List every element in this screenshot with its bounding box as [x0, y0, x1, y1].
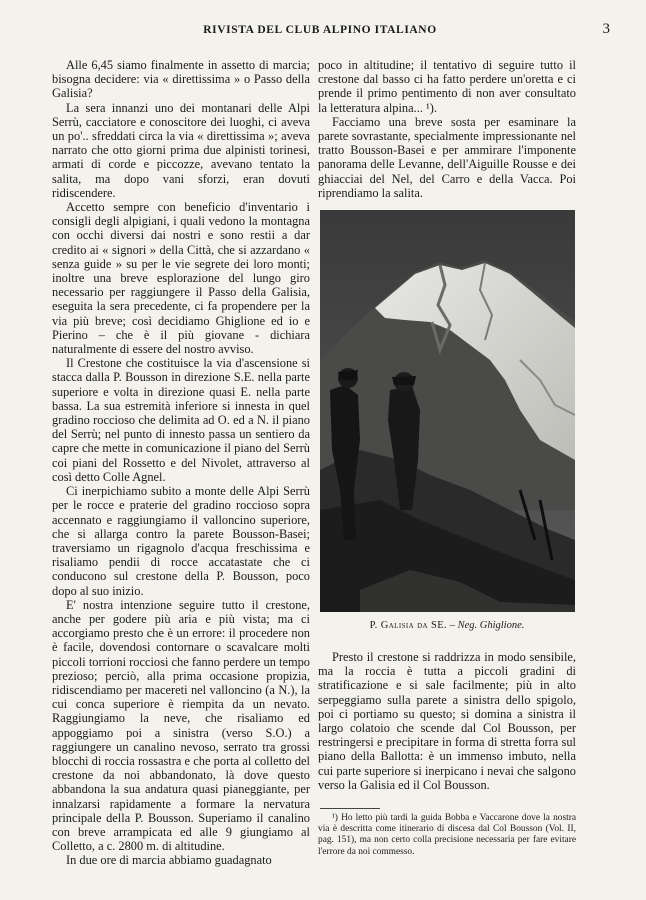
- footnote-rule: [320, 808, 380, 809]
- paragraph: In due ore di marcia abbiamo guadagnato: [66, 853, 272, 868]
- right-column-bottom: [318, 650, 576, 792]
- page-number: 3: [602, 21, 610, 37]
- paragraph: Accetto sempre con beneficio d'inventario i consigli degli alpigiani, i quali vedono la montagna con occhi diversi dai nostri e sono restii a dar credito ai « signori » della Città, che si azzardano « senza guide » su per le vie segrete dei loro monti; inoltre una breve esplorazione del lungo giro necessario per raggiungere il Passo della Galisia, eseguita la sera precedente, ci fa propendere per la via più breve; così decidiamo Ghiglione ed io e Pierino – che è il più giovane - dichiara naturalmente di essere del nostro avviso.: [52, 200, 310, 357]
- right-column-top: [318, 58, 576, 200]
- left-column: [52, 58, 310, 868]
- paragraph: Facciamo una breve sosta per esaminare la parete sovrastante, specialmente impressionante nel tratto Bousson-Basei e per ammirare l'imponente panorama delle Levanne, dell'Aiguille Rousse e dei ghiacciai del Nel, del Carro e della Vacca. Poi riprendiamo la salita.: [318, 114, 576, 200]
- photo-caption: [318, 620, 576, 631]
- paragraph: Alle 6,45 siamo finalmente in assetto di marcia; bisogna decidere: via « direttissima » o Passo della Galisia?: [52, 58, 310, 101]
- paragraph: Ci inerpichiamo subito a monte delle Alpi Serrù per le rocce e praterie del gradino roccioso sopra accennato e raggiungiamo il valloncino superiore, che si allarga contro la parete Bousson-Basei; traversiamo un rigagnolo d'acqua freschissima e risaliamo pendii di rocce accatastate che ci conducono sul crestone della P. Bousson, poco dopo al suo inizio.: [52, 484, 310, 598]
- caption-separator: –: [447, 620, 458, 631]
- paragraph: E' nostra intenzione seguire tutto il crestone, anche per godere più aria e più vista; ma ci accorgiamo presto che è un errore: il procedere non è facile, dovendosi contornare o scavalcare molti piccoli torrioni rocciosi che fanno perdere un tempo prezioso; perciò, alla prima occasione propizia, ridiscendiamo per macereti nel valloncino (a N.), la cui conca superiore è riempita da un nevato. Raggiungiamo la neve, che risaliamo ed appoggiamo poi a sinistra (verso S.O.) a raggiungere un canalino nevoso, serrato tra grossi blocchi di roccia rossastra e che porta al colletto del crestone da noi abbandonato, là dove questo abbandona la sua andatura quasi pianeggiante, per innalzarsi rapidamente a formare la nervatura principale della P. Bousson. Superiamo il canalino con breve arrampicata ed alle 9 giungiamo al Colletto, a c. 2800 m. di altitudine.: [52, 597, 310, 854]
- mountain-photograph: [320, 210, 575, 612]
- caption-place: P. Galisia da SE.: [369, 620, 448, 631]
- paragraph: La sera innanzi uno dei montanari delle Alpi Serrù, cacciatore e conoscitore dei luoghi, ci aveva un po'.. sfreddati circa la via « direttissima »; aveva narrato che otto giorni prima due alpinisti torinesi, armati di corde e piccozze, avevano tentato la salita, ma dopo vani sforzi, eran dovuti ridiscendere.: [52, 100, 310, 200]
- running-header: [40, 21, 610, 46]
- footnote: [318, 813, 576, 858]
- footnote-text: ¹) Ho letto più tardi la guida Bobba e Vaccarone dove la nostra via è descritta come itinerario di discesa dal Col Bousson (Vol. II, pag. 151), ma non certo colla precisione necessaria per fare evitare l'errore da noi commesso.: [318, 813, 576, 857]
- running-title: RIVISTA DEL CLUB ALPINO ITALIANO: [203, 24, 437, 36]
- paragraph: poco in altitudine; il tentativo di seguire tutto il crestone dal basso ci ha fatto perdere un'oretta e ci prende il primo pentimento di non aver consultato la letteratura alpina... ¹).: [318, 58, 576, 115]
- paragraph: Il Crestone che costituisce la via d'ascensione si stacca dalla P. Bousson in direzione S.E. nella parte superiore e volta in direzione quasi E. nella parte bassa. La sua estremità inferiore si innesta in quel gradino roccioso che delimita ad O. ed a N. il piano del Serrù; nel punto di innesto passa un sentiero da capre che mette in comunicazione il piano del Serrù coi piani del Rossetto e del Nivolet, attraverso al così detto Colle Agnel.: [52, 356, 310, 484]
- caption-credit: Neg. Ghiglione.: [457, 620, 525, 631]
- paragraph: Presto il crestone si raddrizza in modo sensibile, ma la roccia è tutta a piccoli gradini di stratificazione e si sale facilmente; più in alto serpeggiamo sulla parete a sinistra dello spigolo, poi ci portiamo su questo; si domina a sinistra il largo colatoio che scende dal Col Bousson, per restringersi e precipitare in forma di stretta forra sul piano della Ballotta: è un immenso imbuto, nella cui parte superiore si inerpicano i nevai che salgono verso la Galisia ed il Col Bousson.: [318, 650, 576, 792]
